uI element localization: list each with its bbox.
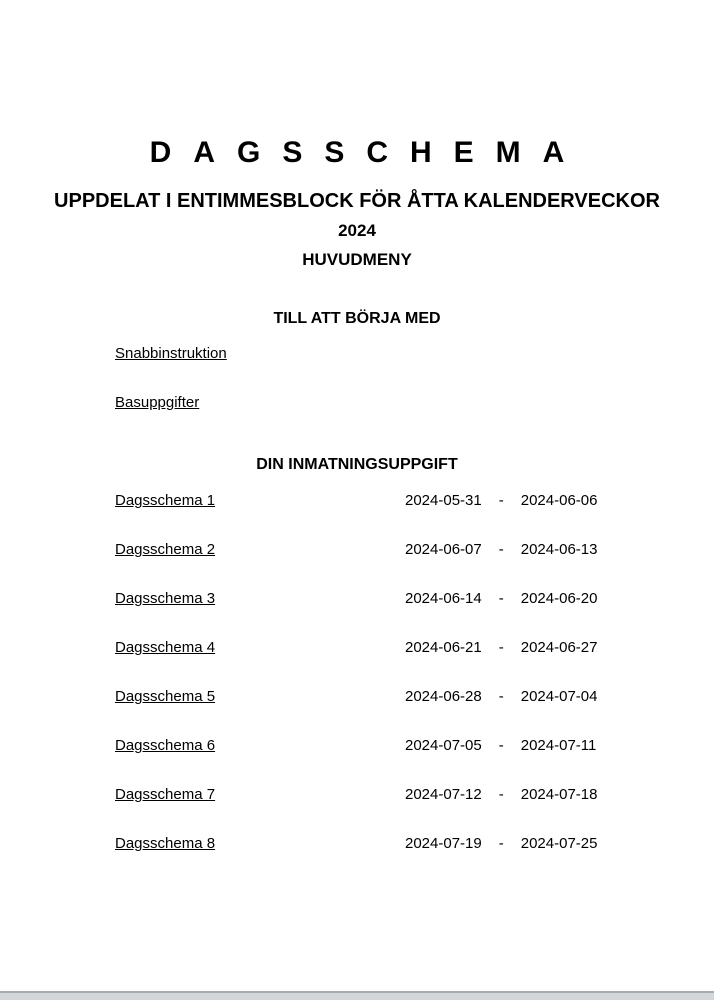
schedule-link-dagsschema-7[interactable]: Dagsschema 7 [115, 786, 216, 803]
date-start: 2024-05-31 [405, 492, 482, 509]
page-title: DAGSSCHEMA [149, 136, 587, 169]
date-range-5 [405, 688, 597, 706]
date-range-7 [405, 786, 597, 804]
date-start: 2024-07-05 [405, 737, 482, 754]
date-end: 2024-07-04 [520, 688, 598, 705]
section-input-heading: DIN INMATNINGSUPPGIFT [256, 456, 458, 473]
date-end: 2024-06-20 [520, 590, 598, 607]
schedule-row-1 [0, 492, 714, 541]
schedule-row-7 [0, 786, 714, 835]
schedule-link-dagsschema-8[interactable]: Dagsschema 8 [115, 835, 216, 852]
date-end: 2024-07-11 [520, 737, 597, 754]
date-start: 2024-06-14 [405, 590, 482, 607]
date-separator: - [498, 737, 504, 754]
date-start: 2024-06-28 [405, 688, 482, 705]
link-snabbinstruktion[interactable]: Snabbinstruktion [115, 345, 227, 362]
date-end: 2024-06-06 [520, 492, 598, 509]
link-basuppgifter[interactable]: Basuppgifter [115, 394, 200, 411]
date-end: 2024-06-13 [520, 541, 598, 558]
schedule-list [0, 492, 714, 884]
date-start: 2024-06-21 [405, 639, 482, 656]
date-range-4 [405, 639, 597, 657]
date-range-6 [405, 737, 596, 755]
date-end: 2024-06-27 [520, 639, 598, 656]
schedule-link-dagsschema-6[interactable]: Dagsschema 6 [115, 737, 216, 754]
window-bottom-edge [0, 991, 714, 1000]
schedule-link-dagsschema-2[interactable]: Dagsschema 2 [115, 541, 216, 558]
date-start: 2024-07-19 [405, 835, 482, 852]
schedule-link-dagsschema-3[interactable]: Dagsschema 3 [115, 590, 216, 607]
schedule-link-dagsschema-1[interactable]: Dagsschema 1 [115, 492, 216, 509]
date-end: 2024-07-18 [520, 786, 598, 803]
date-separator: - [498, 590, 504, 607]
schedule-row-4 [0, 639, 714, 688]
date-end: 2024-07-25 [520, 835, 598, 852]
date-separator: - [498, 786, 504, 803]
schedule-row-3 [0, 590, 714, 639]
schedule-row-2 [0, 541, 714, 590]
schedule-row-5 [0, 688, 714, 737]
date-range-2 [405, 541, 597, 559]
schedule-link-dagsschema-4[interactable]: Dagsschema 4 [115, 639, 216, 656]
date-separator: - [498, 639, 504, 656]
schedule-row-6 [0, 737, 714, 786]
date-separator: - [498, 541, 504, 558]
date-start: 2024-06-07 [405, 541, 482, 558]
date-range-3 [405, 590, 597, 608]
section-start-heading: TILL ATT BÖRJA MED [273, 310, 441, 327]
date-range-1 [405, 492, 597, 510]
date-separator: - [498, 492, 504, 509]
date-separator: - [498, 688, 504, 705]
page-year: 2024 [338, 221, 376, 240]
schedule-link-dagsschema-5[interactable]: Dagsschema 5 [115, 688, 216, 705]
main-menu-heading: HUVUDMENY [302, 250, 412, 269]
page-subtitle: UPPDELAT I ENTIMMESBLOCK FÖR ÅTTA KALENDERVECKOR [54, 190, 660, 212]
schedule-row-8 [0, 835, 714, 884]
date-separator: - [498, 835, 504, 852]
date-start: 2024-07-12 [405, 786, 482, 803]
date-range-8 [405, 835, 597, 853]
